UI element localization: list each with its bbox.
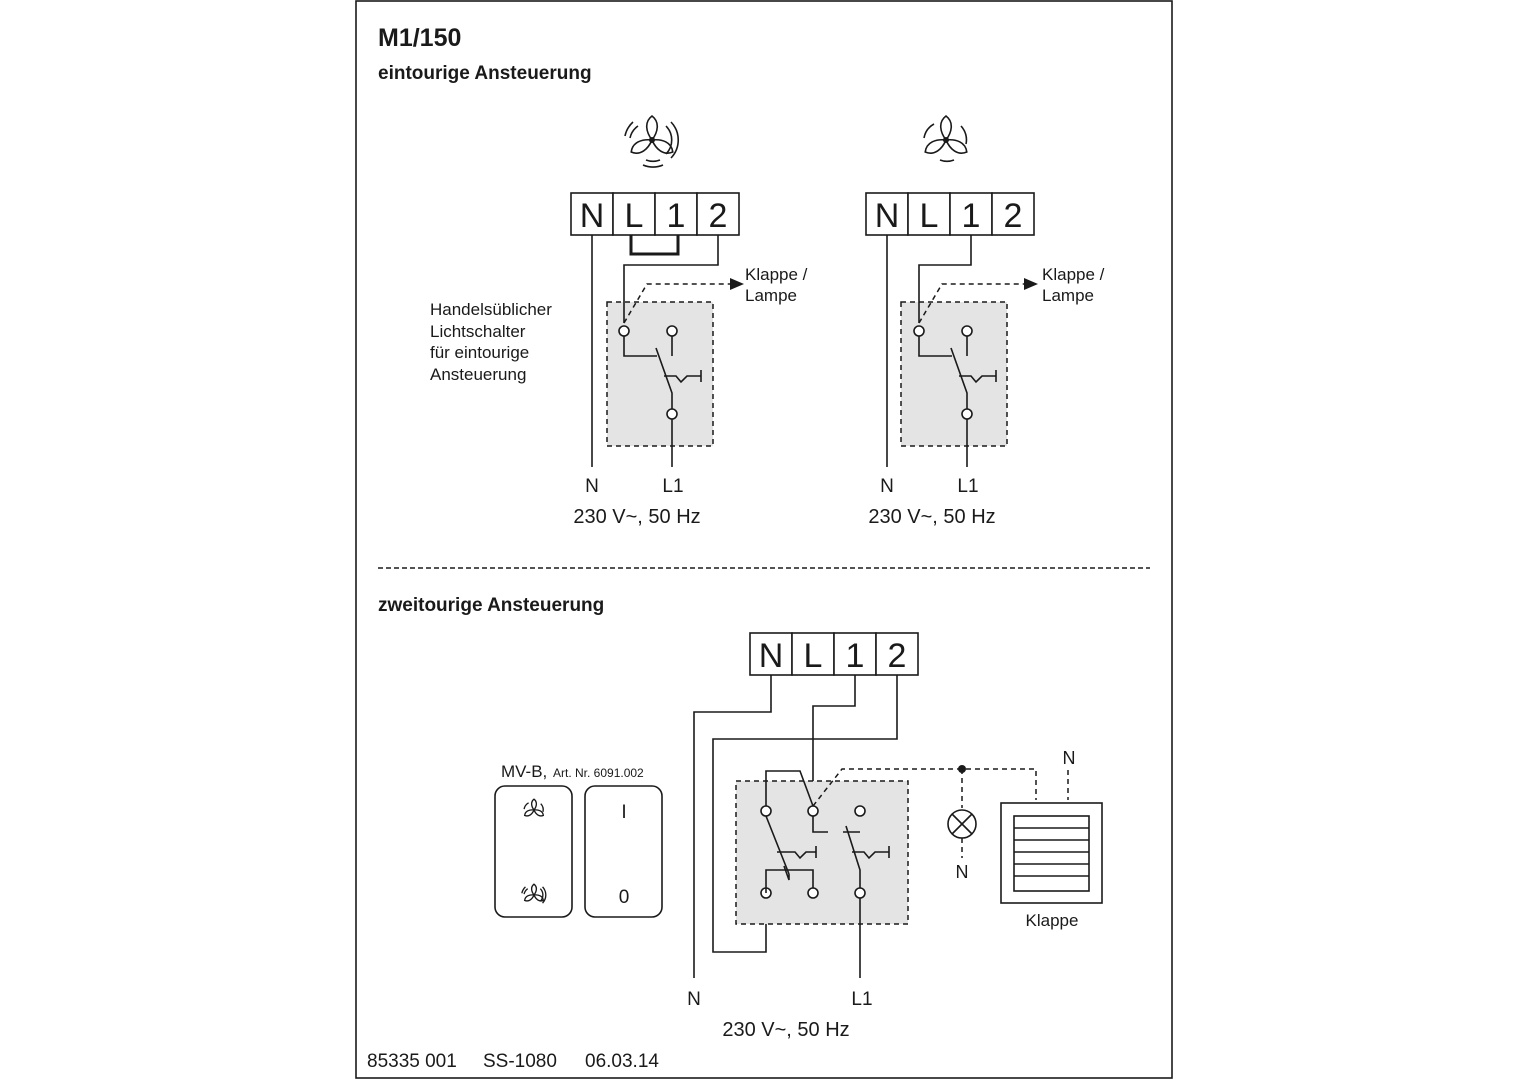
terminal-block-a (571, 193, 739, 235)
switch-note-line4: Ansteuerung (430, 365, 527, 384)
terminal-block-c (750, 633, 918, 675)
model-title: M1/150 (378, 24, 462, 52)
supply-l1-a: L1 (662, 476, 684, 497)
terminal-1: 1 (666, 197, 686, 235)
output-label-line1-b: Klappe / (1042, 265, 1105, 284)
switch-note-line2: Lichtschalter (430, 322, 526, 341)
mvb-fan-speed-plate (495, 786, 572, 917)
supply-voltage-b: 230 V~, 50 Hz (868, 506, 996, 528)
mvb-article-number: Art. Nr. 6091.002 (553, 766, 644, 780)
terminal-l: L (624, 197, 644, 235)
supply-voltage-a: 230 V~, 50 Hz (573, 506, 701, 528)
damper-n-label: N (1062, 748, 1076, 768)
output-arrow-b (1024, 278, 1038, 290)
section2-title: zweitourige Ansteuerung (378, 595, 605, 616)
switch-note-line3: für eintourige (430, 343, 530, 362)
terminal-l: L (919, 197, 939, 235)
supply-voltage-c: 230 V~, 50 Hz (722, 1019, 850, 1041)
lamp-icon (948, 810, 976, 838)
diagram-b (866, 116, 1105, 528)
output-label-line2-b: Lampe (1042, 286, 1094, 305)
terminal-n: N (758, 637, 784, 675)
fan-high-speed-icon (625, 116, 678, 167)
mvb-label: MV-B, (501, 762, 548, 781)
mvb-on-off-plate (585, 786, 662, 917)
mvb-on-position: I (621, 802, 627, 823)
output-arrow-a (730, 278, 744, 290)
bridge-l-1 (631, 235, 678, 254)
footer-code: 85335 001 (367, 1051, 457, 1072)
terminal-1: 1 (845, 637, 865, 675)
light-switch-box-b (901, 302, 1007, 446)
lamp-n-label: N (955, 862, 969, 882)
footer-ref: SS-1080 (483, 1051, 557, 1072)
supply-l1-c: L1 (851, 989, 873, 1010)
output-label-line1-a: Klappe / (745, 265, 808, 284)
light-switch-box-a (607, 302, 713, 446)
damper-icon (1001, 803, 1102, 903)
mvb-off-position: 0 (618, 887, 630, 908)
supply-n-b: N (880, 476, 894, 497)
footer-date: 06.03.14 (585, 1051, 659, 1072)
supply-n-a: N (585, 476, 599, 497)
terminal-2: 2 (708, 197, 728, 235)
terminal-block-b (866, 193, 1034, 235)
terminal-n: N (874, 197, 900, 235)
output-label-line2-a: Lampe (745, 286, 797, 305)
diagram-c (495, 633, 1102, 1041)
diagram-a (430, 116, 808, 528)
fan-low-speed-icon (923, 116, 970, 161)
terminal-n: N (579, 197, 605, 235)
damper-label: Klappe (1025, 911, 1079, 930)
terminal-1: 1 (961, 197, 981, 235)
switch-note-line1: Handelsüblicher (430, 300, 552, 319)
section1-title: eintourige Ansteuerung (378, 63, 592, 84)
terminal-2: 2 (1003, 197, 1023, 235)
terminal-2: 2 (887, 637, 907, 675)
supply-n-c: N (687, 989, 701, 1010)
supply-l1-b: L1 (957, 476, 979, 497)
terminal-l: L (803, 637, 823, 675)
